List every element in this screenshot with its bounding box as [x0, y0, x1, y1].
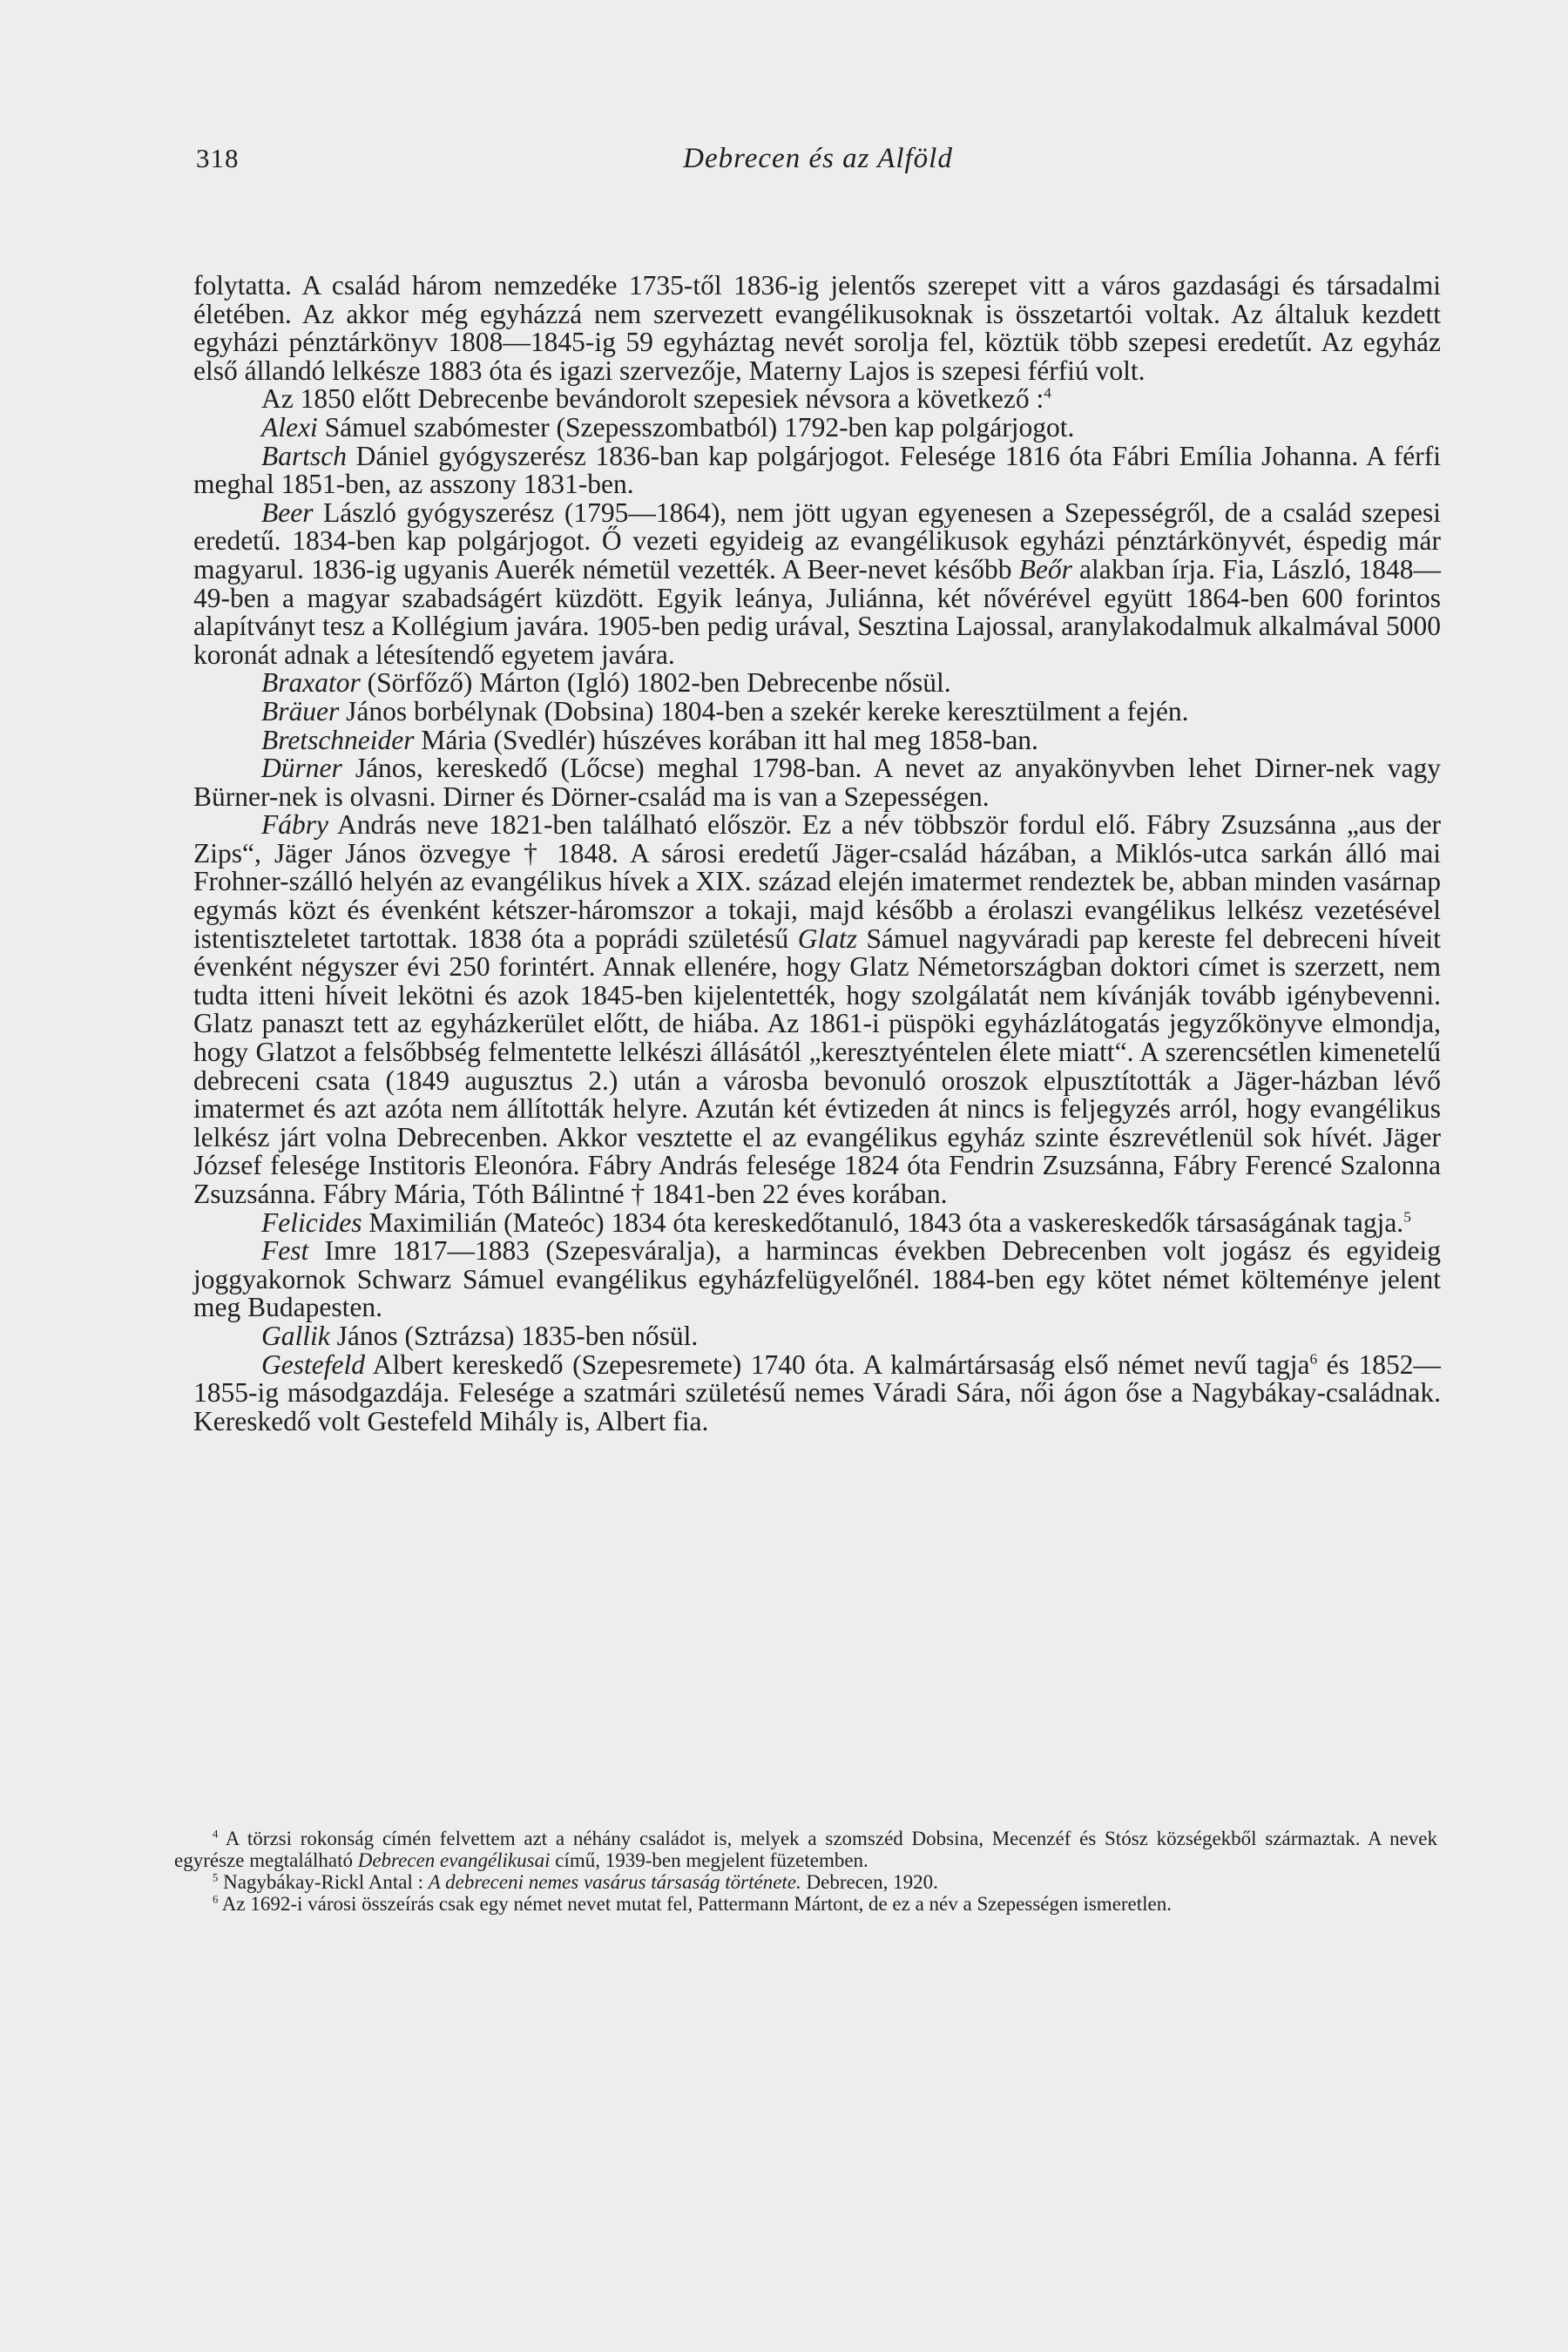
entry-name: Gallik [261, 1320, 330, 1351]
entry-name: Fest [261, 1235, 309, 1267]
page-number: 318 [196, 143, 240, 173]
footnote-italic: Debrecen evangélikusai [357, 1849, 551, 1871]
entry-fabry [193, 811, 1441, 1208]
entry-text: Albert kereskedő (Szepesremete) 1740 óta. A kalmártársaság első német nevű tagja [364, 1348, 1310, 1380]
entry-name: Beer [261, 497, 314, 528]
entry-italic: Beőr [1018, 553, 1072, 585]
entry-alexi [193, 411, 1441, 443]
footnote-5 [174, 1871, 1437, 1893]
footnote-text: című, 1939-ben megjelent füzetemben. [550, 1849, 868, 1871]
paragraph-text: folytatta. A család három nemzedéke 1735-től 1836-ig jelentős szerepet vitt a város gazdasági és társadalmi életében. Az akkor még egyházzá nem szervezett evangélikusoknak is összetartói voltak. Az általuk kezdett egyházi pénztárkönyv 1808—1845-ig 59 egyháztag nevét sorolja fel, köztük több szepesi eredetűt. Az egyház első állandó lelkésze 1883 óta és igazi szervezője, Materny Lajos is szepesi férfiú volt. [193, 270, 1441, 386]
entry-beer [193, 499, 1441, 670]
entry-name: Bräuer [261, 695, 340, 727]
entry-name: Braxator [261, 667, 361, 699]
entry-durner [193, 754, 1441, 811]
entry-gestefeld [193, 1348, 1441, 1436]
footnote-ref: 4 [1044, 384, 1051, 402]
entry-name: Dürner [261, 753, 342, 784]
entry-text: András neve 1821-ben található először. Ez a név többször fordul elő. Fábry Zsuzsánna „aus der Zips“, Jäger János özvegye † 1848. A sárosi eredetű Jäger-család házában, a Miklós-utca sarkán álló mai Frohner-szálló helyén az evangélikus hívek a XIX. század elején imatermet rendeztek be, abban minden vasárnap egymás közt és évenként kétszer-háromszor a tokaji, majd később a érolaszi evangélikus lelkész vezetésével istentiszteletet tartottak. 1838 óta a poprádi születésű [193, 809, 1442, 954]
footnote-text: A törzsi rokonság címén felvettem azt a néhány családot is, melyek a szomszéd Dobsina, Mecenzéf és Stósz községekből származtak. A nevek egyrésze megtalálható [174, 1828, 1437, 1871]
entry-text: János (Sztrázsa) 1835-ben nősül. [329, 1320, 699, 1351]
footnote-italic: A debreceni nemes vasárus társaság története. [428, 1871, 801, 1893]
entry-text: Sámuel szabómester (Szepesszombatból) 1792-ben kap polgárjogot. [317, 411, 1075, 443]
entry-name: Fábry [261, 809, 328, 841]
entry-name: Bretschneider [261, 724, 415, 755]
entry-text: Sámuel nagyváradi pap kereste fel debreceni híveit évenként négyszer évi 250 forintért. Annak ellenére, hogy Glatz Németországban doktori címet is szerzett, nem tudta itteni híveit lekötni és azok 1845-ben kijelentették, hogy szolgálatát nem kívánják tovább igénybevenni. Glatz panaszt tett az egyházkerület előtt, de hiába. Az 1861-i püspöki egyházlátogatás jegyzőkönyve elmondja, hogy Glatzot a felsőbbség felmentette lelkészi állásától „keresztyéntelen élete miatt“. A szerencsétlen kimenetelű debreceni csata (1849 augusztus 2.) után a városba bevonuló oroszok elpusztították a Jäger-házban lévő imatermet és azt azóta nem állították helyre. Azután két évtizeden át nincs is feljegyzés arról, hogy evangélikus lelkész járt volna Debrecenben. Akkor vesztette el az evangélikus egyház szinte észrevétlenül sok hívét. Jäger József felesége Institoris Eleonóra. Fábry András felesége 1824 óta Fendrin Zsuzsánna, Fábry Ferencé Szalonna Zsuzsánna. Fábry Mária, Tóth Bálintné † 1841-ben 22 éves korában. [193, 923, 1441, 1209]
entry-name: Felicides [261, 1206, 362, 1238]
footnote-ref: 5 [1403, 1208, 1411, 1226]
entry-gallik [193, 1322, 1441, 1351]
paragraph [193, 272, 1441, 385]
footnote-4 [174, 1828, 1437, 1871]
footnote-text: Az 1692-i városi összeírás csak egy német nevet mutat fel, Pattermann Mártont, de ez a név a Szepességen ismeretlen. [218, 1893, 1173, 1915]
footnote-mark: 5 [213, 1871, 219, 1884]
entry-text: és 1852—1855-ig másodgazdája. Felesége a szatmári születésű nemes Váradi Sára, női ágon őse a Nagybákay-családnak. Kereskedő volt Gestefeld Mihály is, Albert fia. [193, 1348, 1441, 1436]
entry-bretschneider [193, 724, 1441, 755]
entry-brauer [193, 695, 1441, 727]
entry-name: Bartsch [261, 440, 347, 471]
footnote-text: Debrecen, 1920. [801, 1871, 938, 1893]
paragraph-text: Az 1850 előtt Debrecenbe bevándorolt szepesiek névsora a következő : [261, 383, 1044, 415]
entry-text: Dániel gyógyszerész 1836-ban kap polgárjogot. Felesége 1816 óta Fábri Emília Johanna. A férfi meghal 1851-ben, az asszony 1831-ben. [193, 440, 1441, 500]
body-text [193, 272, 1441, 1436]
footnote-mark: 6 [213, 1893, 219, 1906]
entry-text: János borbélynak (Dobsina) 1804-ben a szekér kereke keresztülment a fején. [339, 695, 1189, 727]
footnote-text: Nagybákay-Rickl Antal : [218, 1871, 429, 1893]
entry-bartsch [193, 440, 1441, 500]
entry-text: Maximilián (Mateóc) 1834 óta kereskedőtanuló, 1843 óta a vaskereskedők társaságának tagja. [362, 1206, 1404, 1238]
entry-italic: Glatz [797, 923, 857, 954]
footnotes [174, 1828, 1437, 1915]
footnote-mark: 4 [213, 1828, 219, 1841]
entry-braxator [193, 669, 1441, 698]
page-header [196, 143, 1440, 186]
entry-name: Alexi [261, 411, 318, 443]
running-title: Debrecen és az Alföld [683, 143, 953, 174]
entry-text: László gyógyszerész (1795—1864), nem jött ugyan egyenesen a Szepességről, de a család szepesi eredetű. 1834-ben kap polgárjogot. Ő vezeti egyideig az evangélikusok egyházi pénztárkönyvét, éspedig már magyarul. 1836-ig ugyanis Auerék németül vezették. A Beer-nevet később [193, 497, 1441, 585]
entry-text: János, kereskedő (Lőcse) meghal 1798-ban. A nevet az anyakönyvben lehet Dirner-nek vagy Bürner-nek is olvasni. Dirner és Dörner-család ma is van a Szepességen. [193, 753, 1441, 812]
entry-felicides [193, 1206, 1441, 1238]
entry-text: (Sörfőző) Márton (Igló) 1802-ben Debrecenbe nősül. [360, 667, 951, 699]
paragraph [193, 385, 1441, 414]
footnote-ref: 6 [1309, 1350, 1318, 1368]
entry-name: Gestefeld [261, 1348, 365, 1380]
entry-fest [193, 1237, 1441, 1322]
entry-text: alakban írja. Fia, László, 1848—49-ben a magyar szabadságért küzdött. Egyik leánya, Juliánna, két nővérével együtt 1864-ben 600 forintos alapítványt tesz a Kollégium javára. 1905-ben pedig urával, Sesztina Lajossal, aranylakodalmuk alkalmával 5000 koronát adnak a létesítendő egyetem javára. [193, 553, 1441, 670]
entry-text: Mária (Svedlér) húszéves korában itt hal meg 1858-ban. [414, 724, 1038, 755]
entry-text: Imre 1817—1883 (Szepesváralja), a harmincas években Debrecenben volt jogász és egyideig joggyakornok Schwarz Sámuel evangélikus egyházfelügyelőnél. 1884-ben egy kötet német költeménye jelent meg Budapesten. [193, 1235, 1441, 1323]
footnote-6 [174, 1893, 1437, 1915]
